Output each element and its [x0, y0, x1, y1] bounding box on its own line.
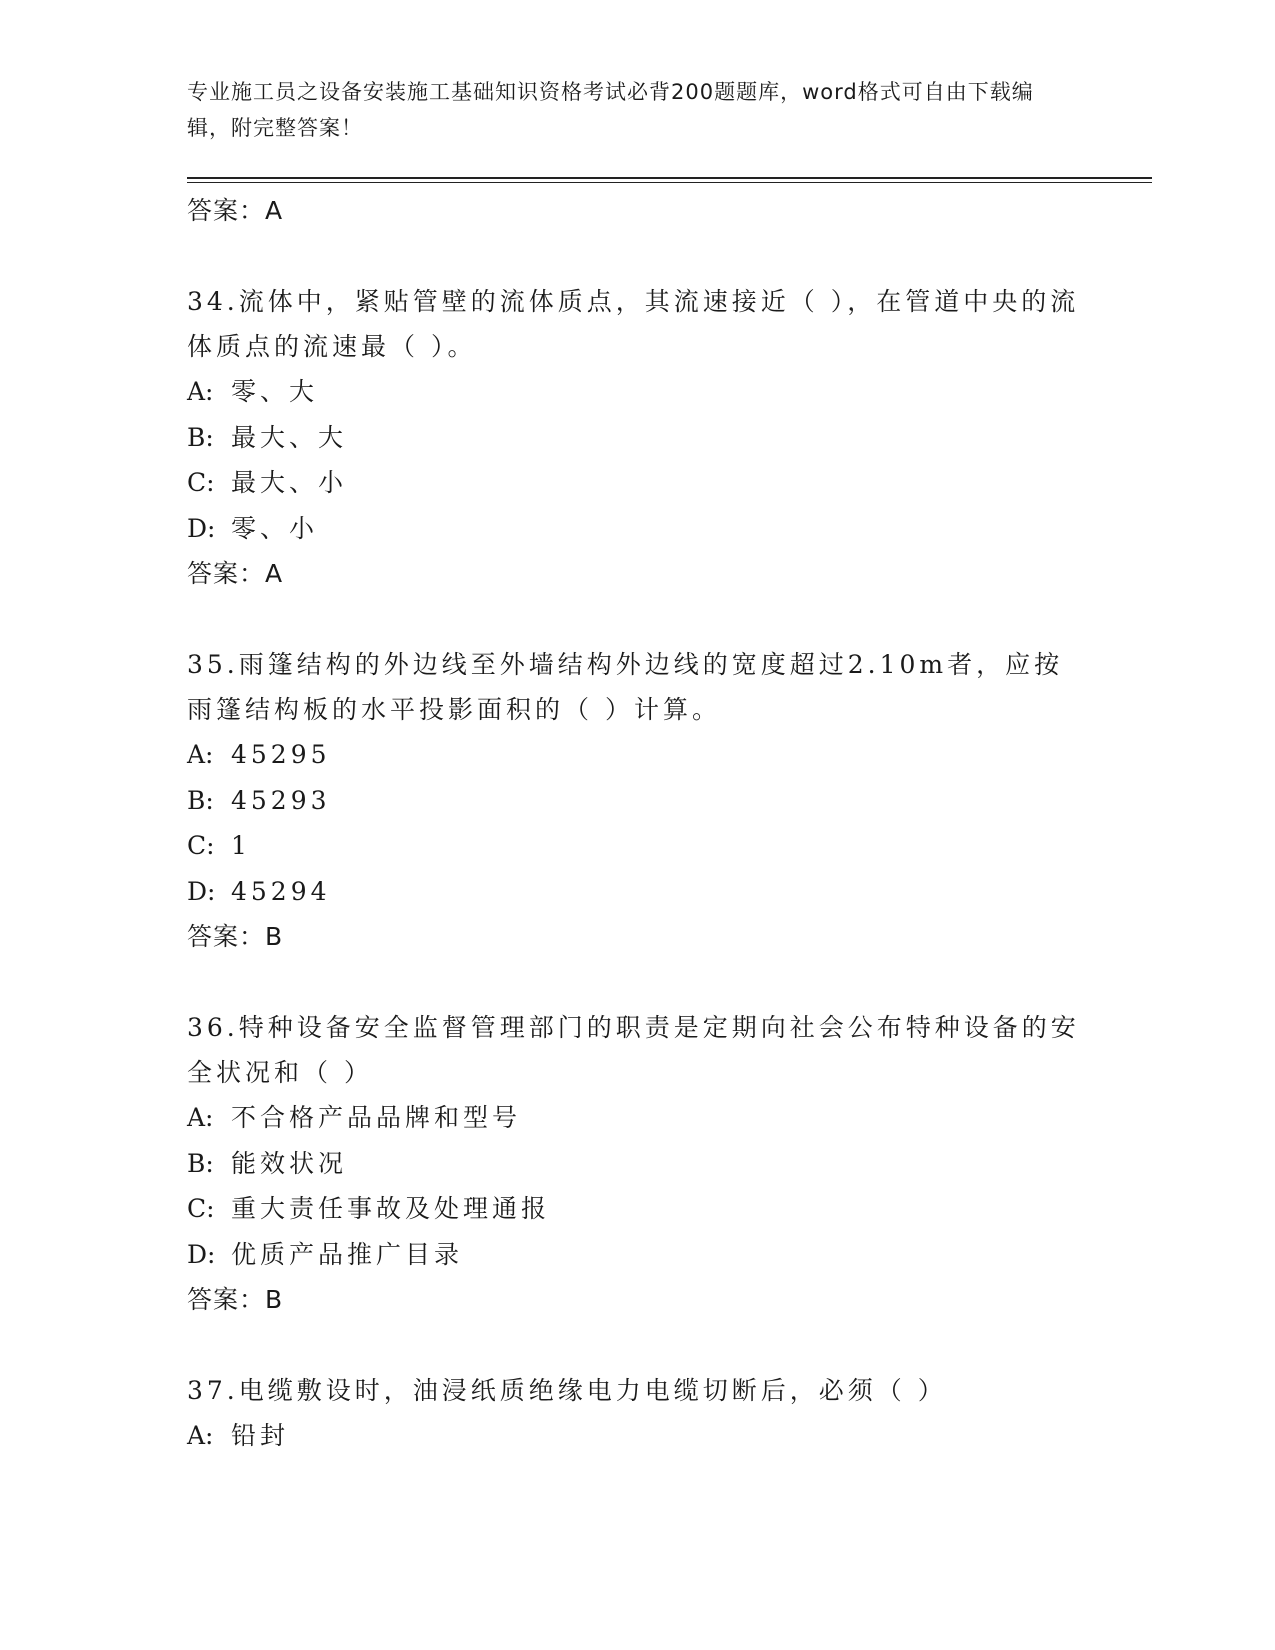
option-c [187, 823, 1087, 869]
option-letter: A: [187, 740, 214, 769]
option-text: 零、大 [231, 377, 319, 406]
option-d [187, 506, 1087, 552]
option-letter: A: [187, 1421, 214, 1450]
option-letter: D: [187, 513, 216, 543]
question-35 [187, 642, 1087, 959]
question-34 [187, 279, 1087, 596]
option-a [187, 1095, 1087, 1141]
question-stem: 37.电缆敷设时，油浸纸质绝缘电力电缆切断后，必须（ ） [187, 1376, 947, 1405]
spacer [187, 233, 1087, 279]
option-c [187, 1186, 1087, 1232]
answer-line: 答案：B [187, 1285, 284, 1314]
question-37 [187, 1368, 1087, 1459]
option-d [187, 1232, 1087, 1278]
spacer [187, 959, 1087, 1005]
header-divider-thick [187, 177, 1152, 179]
option-b [187, 1141, 1087, 1187]
question-stem: 34.流体中，紧贴管壁的流体质点，其流速接近（ ），在管道中央的流体质点的流速最（ ）。 [187, 287, 1080, 361]
option-d [187, 869, 1087, 915]
spacer [187, 596, 1087, 642]
spacer [187, 1322, 1087, 1368]
option-letter: C: [187, 468, 215, 497]
question-stem: 36.特种设备安全监督管理部门的职责是定期向社会公布特种设备的安全状况和（ ） [187, 1013, 1080, 1087]
option-text: 重大责任事故及处理通报 [231, 1194, 551, 1223]
option-b [187, 415, 1087, 461]
question-stem: 35.雨篷结构的外边线至外墙结构外边线的宽度超过2.10m者，应按雨篷结构板的水平投影面积的（ ）计算。 [187, 650, 1064, 724]
option-text: 铅封 [231, 1421, 290, 1450]
option-letter: B: [187, 1148, 214, 1178]
option-letter: B: [187, 785, 214, 815]
option-a [187, 732, 1087, 778]
option-letter: C: [187, 831, 215, 860]
option-c [187, 460, 1087, 506]
answer-line: 答案：A [187, 196, 284, 225]
option-text: 最大、小 [231, 468, 348, 497]
option-text: 最大、大 [231, 422, 348, 452]
option-letter: C: [187, 1194, 215, 1223]
option-letter: D: [187, 876, 216, 906]
answer-line: 答案：A [187, 559, 284, 588]
option-text: 优质产品推广目录 [231, 1239, 464, 1269]
option-text: 45294 [231, 876, 331, 906]
option-letter: B: [187, 422, 214, 452]
question-list [187, 188, 1087, 1459]
option-text: 1 [231, 831, 251, 860]
option-text: 不合格产品品牌和型号 [231, 1103, 522, 1132]
option-letter: A: [187, 1103, 214, 1132]
option-text: 零、小 [231, 513, 319, 543]
option-text: 45295 [231, 740, 331, 769]
option-a [187, 369, 1087, 415]
option-b [187, 778, 1087, 824]
option-text: 能效状况 [231, 1148, 348, 1178]
header-divider-thin [187, 182, 1152, 183]
option-letter: A: [187, 377, 214, 406]
answer-line: 答案：B [187, 922, 284, 951]
question-36 [187, 1005, 1087, 1322]
option-text: 45293 [231, 785, 331, 815]
option-a [187, 1413, 1087, 1459]
option-letter: D: [187, 1239, 216, 1269]
page-header-title: 专业施工员之设备安装施工基础知识资格考试必背200题题库，word格式可自由下载编辑，附完整答案！ [187, 80, 1034, 140]
